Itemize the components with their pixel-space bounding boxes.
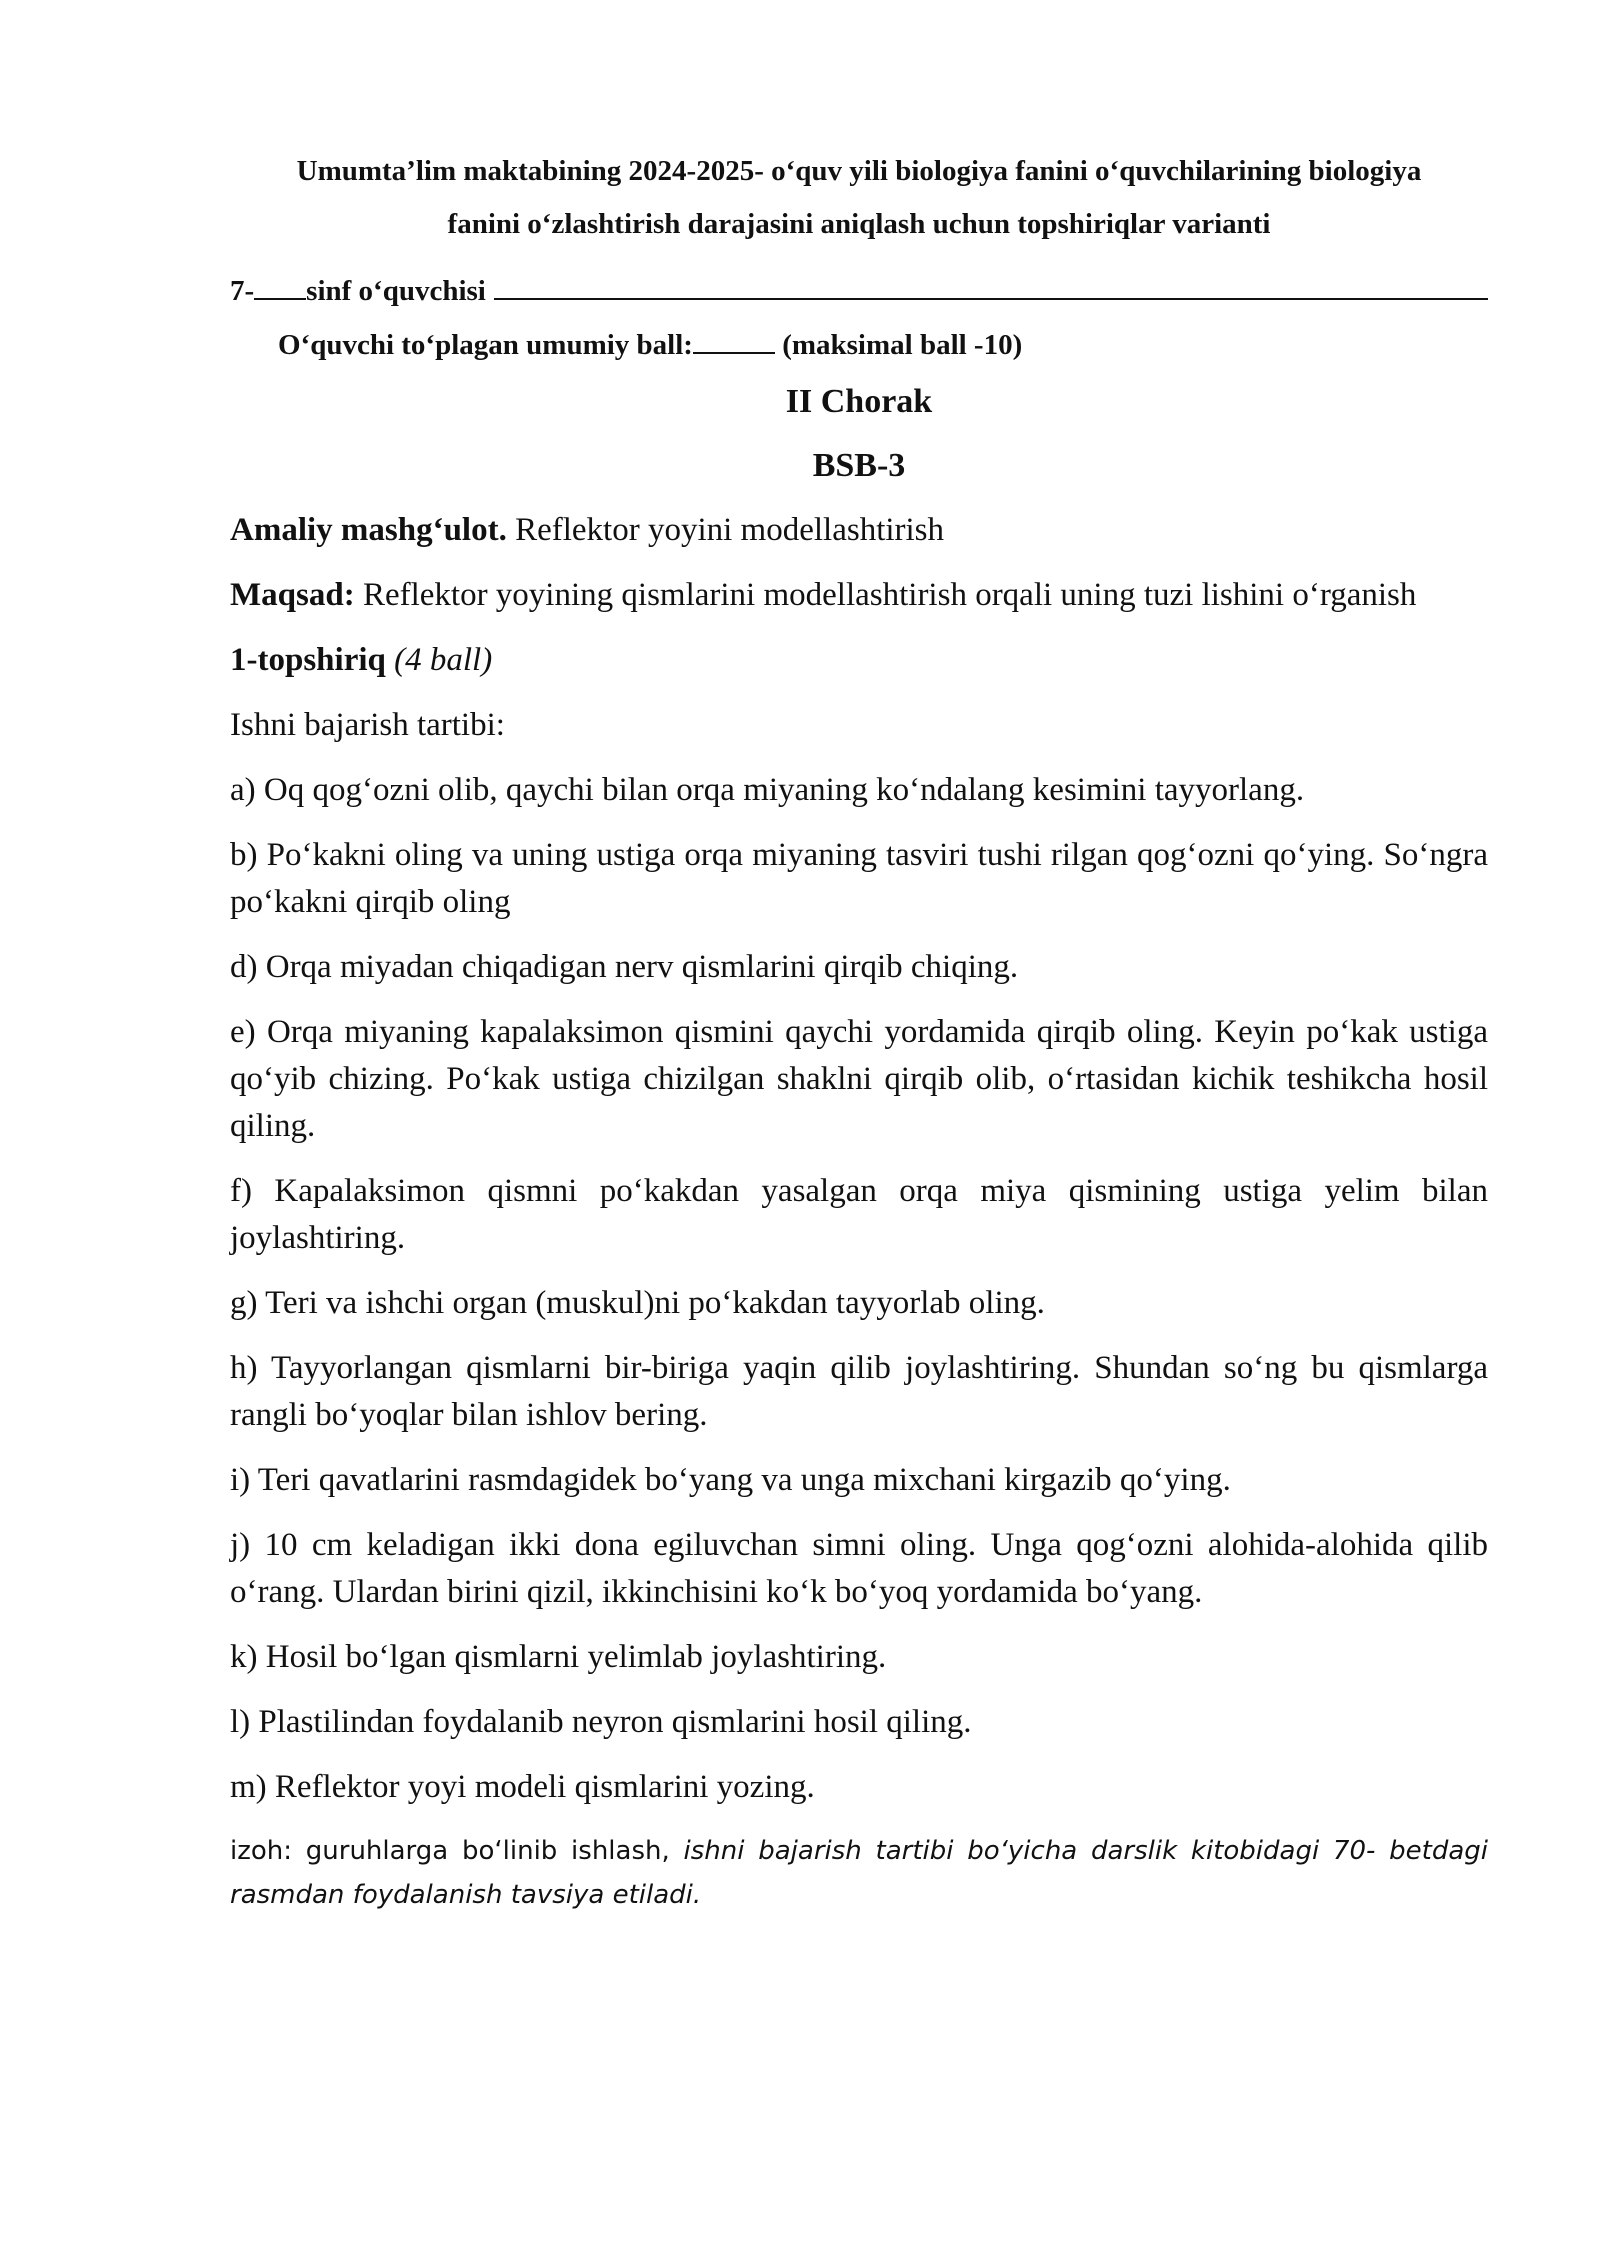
class-number-blank	[254, 272, 306, 300]
task-heading	[230, 637, 1488, 684]
note-text: ishni bajarish tartibi bo‘yicha darslik kitobidagi 70- betdagi rasmdan foydalanish tavsiya etiladi.	[230, 1836, 1489, 1910]
grade-prefix: 7-	[230, 275, 255, 307]
practical-label: Amaliy mashg‘ulot.	[230, 512, 507, 548]
code-heading: BSB-3	[812, 447, 906, 484]
step-item: j) 10 cm keladigan ikki dona egiluvchan simni oling. Unga qog‘ozni alohida-alohida qilib o‘rang. Ulardan birini qizil, ikkinchisini ko‘k bo‘yoq yordamida bo‘yang.	[230, 1527, 1488, 1610]
step-item: d) Orqa miyadan chiqadigan nerv qismlarini qirqib chiqing.	[230, 949, 1019, 985]
note	[230, 1829, 1488, 1917]
step-item: h) Tayyorlangan qismlarni bir-biriga yaqin qilib joylashtiring. Shundan so‘ng bu qismlarga rangli bo‘yoqlar bilan ishlov bering.	[230, 1350, 1488, 1433]
goal-text: Reflektor yoyining qismlarini modellashtirish orqali uning tuzi lishini o‘rganish	[362, 577, 1417, 613]
step-item: a) Oq qog‘ozni olib, qaychi bilan orqa miyaning ko‘ndalang kesimini tayyorlang.	[230, 772, 1305, 808]
step-item: k) Hosil bo‘lgan qismlarni yelimlab joylashtiring.	[230, 1639, 887, 1675]
task-points: (4 ball)	[394, 642, 493, 678]
quarter-heading: II Chorak	[785, 383, 933, 420]
score-label: O‘quvchi to‘plagan umumiy ball:	[278, 329, 693, 361]
step-item: b) Po‘kakni oling va uning ustiga orqa miyaning tasviri tushi rilgan qog‘ozni qo‘ying. So‘ngra po‘kakni qirqib oling	[230, 837, 1488, 920]
procedure-heading: Ishni bajarish tartibi:	[230, 707, 505, 743]
student-name-line	[230, 271, 1488, 311]
title-line-1: Umumta’lim maktabining 2024-2025- o‘quv yili biologiya fanini o‘quvchilarining biologiya	[296, 155, 1422, 187]
practical-line	[230, 507, 1488, 554]
title-line-2: fanini o‘zlashtirish darajasini aniqlash uchun topshiriqlar varianti	[447, 208, 1271, 240]
document-title	[230, 145, 1488, 251]
step-item: l) Plastilindan foydalanib neyron qismlarini hosil qiling.	[230, 1704, 972, 1740]
class-label: sinf o‘quvchisi	[306, 275, 486, 307]
max-score: (maksimal ball -10)	[782, 329, 1023, 361]
worksheet-page	[230, 145, 1488, 1917]
score-line	[230, 325, 1488, 365]
practical-text: Reflektor yoyini modellashtirish	[515, 512, 945, 548]
student-name-blank	[494, 272, 1488, 300]
note-label: izoh: guruhlarga bo‘linib ishlash,	[230, 1836, 670, 1866]
task-label: 1-topshiriq	[230, 642, 386, 678]
goal-line	[230, 572, 1488, 619]
step-item: f) Kapalaksimon qismni po‘kakdan yasalgan orqa miya qismining ustiga yelim bilan joylashtiring.	[230, 1173, 1488, 1256]
step-item: e) Orqa miyaning kapalaksimon qismini qaychi yordamida qirqib oling. Keyin po‘kak ustiga qo‘yib chizing. Po‘kak ustiga chizilgan shaklni qirqib olib, o‘rtasidan kichik teshikcha hosil qiling.	[230, 1014, 1488, 1144]
step-item: m) Reflektor yoyi modeli qismlarini yozing.	[230, 1769, 815, 1805]
step-item: i) Teri qavatlarini rasmdagidek bo‘yang va unga mixchani kirgazib qo‘ying.	[230, 1462, 1231, 1498]
step-item: g) Teri va ishchi organ (muskul)ni po‘kakdan tayyorlab oling.	[230, 1285, 1045, 1321]
goal-label: Maqsad:	[230, 577, 355, 613]
score-blank	[693, 326, 775, 354]
